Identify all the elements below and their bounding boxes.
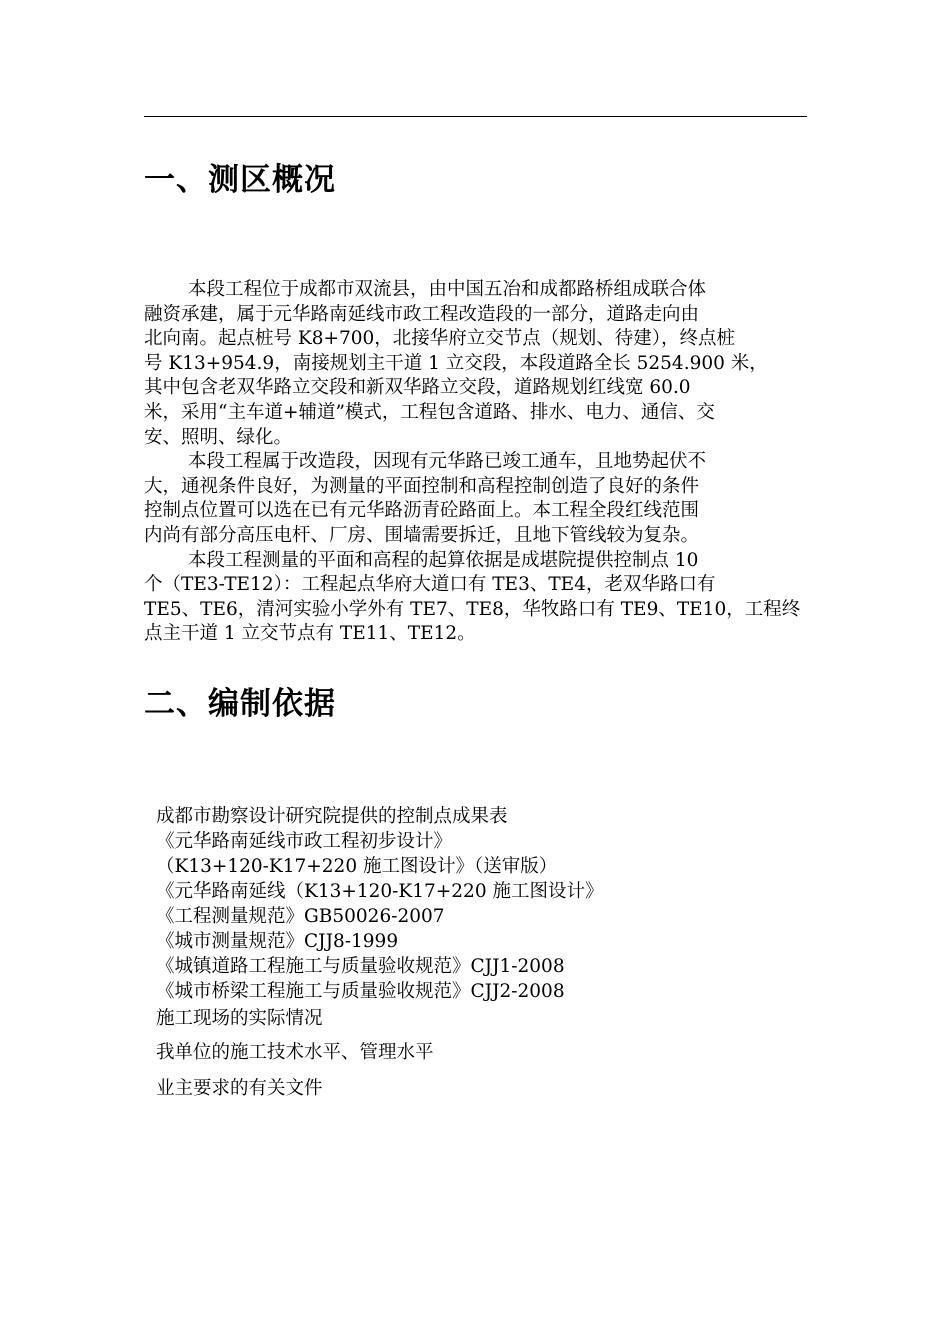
paragraph-line: 号 K13+954.9，南接规划主干道 1 立交段，本段道路全长 5254.900 米， bbox=[144, 352, 768, 374]
paragraph-line: 控制点位置可以选在已有元华路沥青砼路面上。本工程全段红线范围 bbox=[144, 500, 700, 522]
list-item: 《城镇道路工程施工与质量验收规范》CJJ1-2008 bbox=[156, 956, 565, 977]
paragraph-line: 点主干道 1 立交节点有 TE11、TE12。 bbox=[144, 623, 476, 645]
list-item: （K13+120-K17+220 施工图设计》（送审版） bbox=[156, 856, 558, 877]
paragraph-line: 内尚有部分高压电杆、厂房、围墙需要拆迁，且地下管线较为复杂。 bbox=[144, 524, 700, 546]
paragraph-line: 北向南。起点桩号 K8+700，北接华府立交节点（规划、待建），终点桩 bbox=[144, 328, 736, 350]
section-heading-basis: 二、编制依据 bbox=[144, 686, 336, 722]
list-item: 我单位的施工技术水平、管理水平 bbox=[156, 1042, 434, 1063]
list-item: 成都市勘察设计研究院提供的控制点成果表 bbox=[156, 806, 508, 827]
list-item: 《元华路南延线（K13+120-K17+220 施工图设计》 bbox=[156, 881, 604, 902]
paragraph-line: 其中包含老双华路立交段和新双华路立交段，道路规划红线宽 60.0 bbox=[144, 377, 691, 399]
header-rule bbox=[144, 116, 807, 117]
paragraph-line: 个（TE3-TE12）：工程起点华府大道口有 TE3、TE4，老双华路口有 bbox=[144, 574, 716, 596]
list-item: 《城市桥梁工程施工与质量验收规范》CJJ2-2008 bbox=[156, 981, 565, 1002]
paragraph-line: TE5、TE6，清河实验小学外有 TE7、TE8，华牧路口有 TE9、TE10，工程终 bbox=[144, 598, 801, 620]
section-heading-survey-overview: 一、测区概况 bbox=[144, 162, 336, 198]
basis-list bbox=[156, 804, 796, 1101]
survey-overview-body bbox=[144, 278, 807, 647]
list-item: 《元华路南延线市政工程初步设计》 bbox=[156, 831, 453, 852]
paragraph-line: 安、照明、绿化。 bbox=[144, 426, 293, 448]
paragraph-line: 本段工程属于改造段，因现有元华路已竣工通车，且地势起伏不 bbox=[188, 451, 707, 473]
paragraph-line: 本段工程位于成都市双流县，由中国五冶和成都路桥组成联合体 bbox=[188, 279, 707, 300]
list-item: 业主要求的有关文件 bbox=[156, 1078, 323, 1099]
paragraph-line: 米，采用“主车道+辅道”模式，工程包含道路、排水、电力、通信、交 bbox=[144, 401, 715, 423]
list-item: 施工现场的实际情况 bbox=[156, 1008, 323, 1029]
list-item: 《工程测量规范》GB50026-2007 bbox=[156, 906, 445, 927]
paragraph-line: 融资承建，属于元华路南延线市政工程改造段的一部分，道路走向由 bbox=[144, 303, 700, 325]
paragraph-line: 本段工程测量的平面和高程的起算依据是成堪院提供控制点 10 bbox=[188, 549, 699, 571]
list-item: 《城市测量规范》CJJ8-1999 bbox=[156, 931, 399, 952]
paragraph-line: 大，通视条件良好，为测量的平面控制和高程控制创造了良好的条件 bbox=[144, 475, 700, 497]
